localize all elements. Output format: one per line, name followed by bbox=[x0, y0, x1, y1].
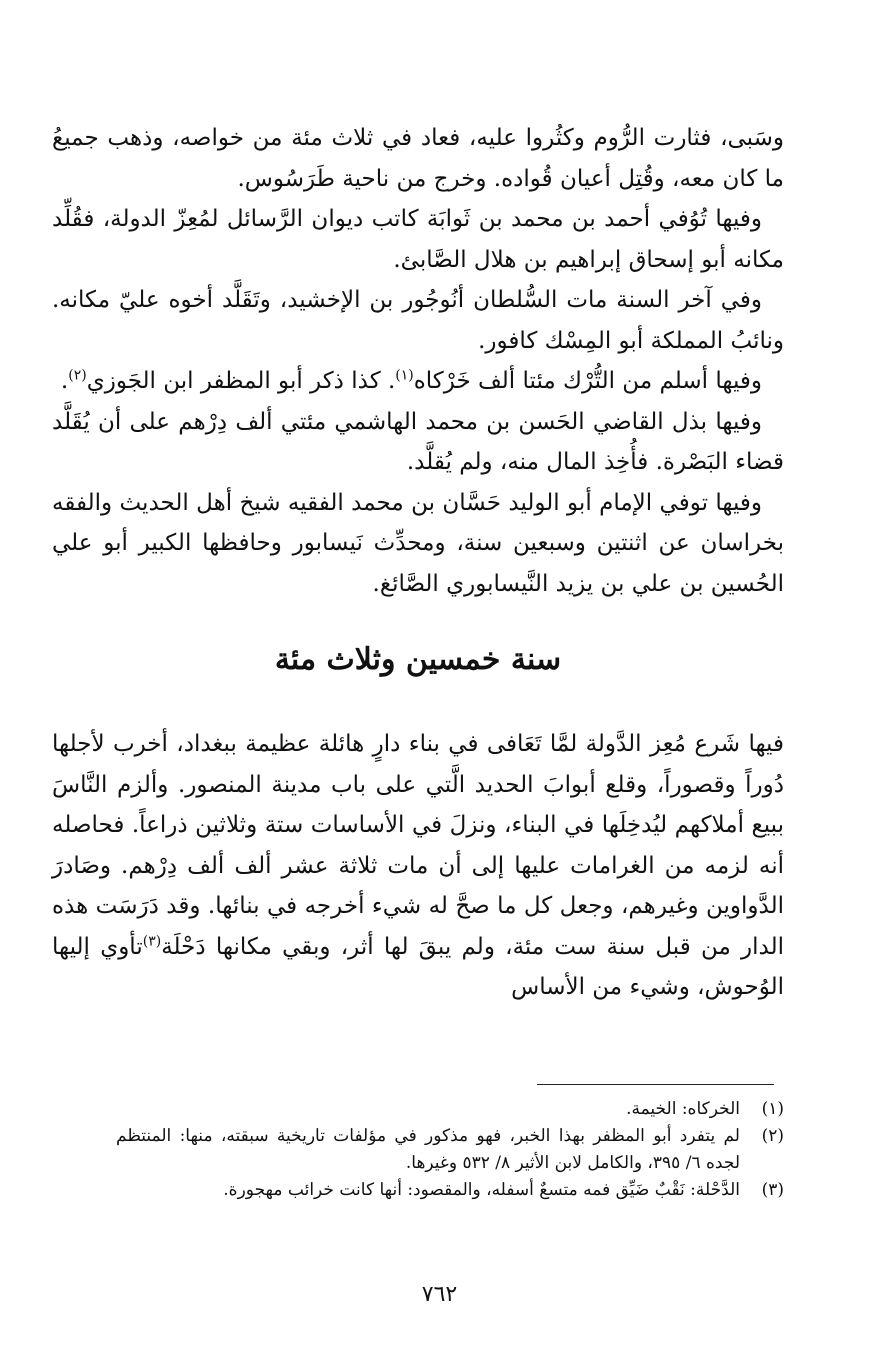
paragraph-1: وسَبى، فثارت الرُّوم وكثُروا عليه، فعاد في ثلاث مئة من خواصه، وذهب جميعُ ما كان معه، وقُتِل أعيان قُواده. وخرج من ناحية طَرَسُوس. bbox=[52, 125, 784, 192]
footnote-divider bbox=[537, 1084, 774, 1085]
footnote-text: لم يتفرد أبو المظفر بهذا الخبر، فهو مذكور في مؤلفات تاريخية سبقته، منها: المنتظم لجده ٦/ ٣٩٥، والكامل لابن الأثير ٨/ ٥٣٢ وغيرها. bbox=[116, 1126, 740, 1173]
footnotes bbox=[116, 1096, 784, 1204]
footnote-number: (٣) bbox=[761, 1180, 784, 1200]
footnote-ref-1[interactable]: (١) bbox=[395, 367, 414, 384]
footnote-ref-2[interactable]: (٢) bbox=[68, 367, 87, 384]
paragraph-5: وفيها بذل القاضي الحَسن بن محمد الهاشمي مئتي ألف دِرْهم على أن يُقَلَّد قضاء البَصْرة. فأُخِذ المال منه، ولم يُقلَّد. bbox=[52, 408, 784, 475]
footnote-3 bbox=[116, 1177, 784, 1204]
paragraph-4 bbox=[52, 361, 784, 402]
paragraph-4-text: وفيها أسلم من التُّرْك مئتا ألف خَرْكاه bbox=[413, 368, 762, 394]
main-text bbox=[52, 118, 784, 1008]
paragraph-7-text-b: تأوي إليها الوُحوش، وشيء من الأساس bbox=[52, 933, 784, 1000]
page-number: ٧٦٢ bbox=[421, 1282, 458, 1307]
footnote-ref-3[interactable]: (٣) bbox=[142, 932, 162, 949]
footnote-text: الدَّحْلة: نَقْبٌ ضَيِّق فمه متسعٌ أسفله، والمقصود: أنها كانت خرائب مهجورة. bbox=[223, 1180, 740, 1200]
paragraph-6: وفيها توفي الإمام أبو الوليد حَسَّان بن محمد الفقيه شيخ أهل الحديث والفقه بخراسان عن اثنتين وسبعين سنة، ومحدِّث نَيسابور وحافظها الكبير أبو علي الحُسين بن علي بن يزيد النَّيسابوري الصَّائغ. bbox=[52, 489, 784, 597]
footnote-1 bbox=[116, 1096, 784, 1123]
section-heading: سنة خمسين وثلاث مئة bbox=[274, 642, 562, 677]
footnote-text: الخركاه: الخيمة. bbox=[626, 1099, 740, 1119]
paragraph-7 bbox=[52, 724, 784, 1008]
footnote-number: (١) bbox=[761, 1099, 784, 1119]
paragraph-2: وفيها تُوُفي أحمد بن محمد بن ثَوابَة كاتب ديوان الرَّسائل لمُعِزّ الدولة، فقُلِّد مكانه أبو إسحاق إبراهيم بن هلال الصَّابئ. bbox=[52, 206, 784, 273]
footnote-2 bbox=[116, 1123, 784, 1177]
paragraph-4-text-b: . كذا ذكر أبو المظفر ابن الجَوزي bbox=[86, 368, 396, 394]
paragraph-7-text: فيها شَرع مُعِز الدَّولة لمَّا تَعَافى في بناء دارٍ هائلة عظيمة ببغداد، أخرب لأجلها دُوراً وقصوراً، وقلع أبوابَ الحديد الَّتي على باب مدينة المنصور. وألزم النَّاسَ ببيع أملاكهم ليُدخِلَها في البناء، ونزلَ في الأساسات ستة وثلاثين ذراعاً. فحاصله أنه لزمه من الغرامات عليها إلى أن مات ثلاثة عشر ألف ألف دِرْهم. وصَادرَ الدَّواوين وغيرهم، وجعل كل ما صحَّ له شيء أخرجه في بنائها. وقد دَرَسَت هذه الدار من قبل سنة ست مئة، ولم يبقَ لها أثر، وبقي مكانها دَحْلَة bbox=[52, 731, 784, 960]
paragraph-3: وفي آخر السنة مات السُّلطان أنُوجُور بن الإخشيد، وتَقَلَّد أخوه عليّ مكانه. ونائبُ المملكة أبو المِسْك كافور. bbox=[52, 287, 784, 354]
paragraph-4-text-c: . bbox=[60, 368, 69, 394]
footnote-number: (٢) bbox=[761, 1126, 784, 1146]
